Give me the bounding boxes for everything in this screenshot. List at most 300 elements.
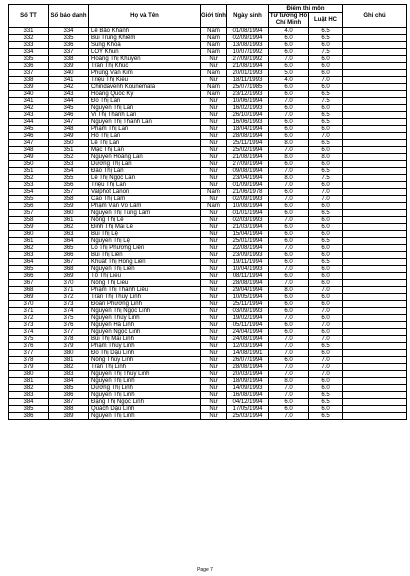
cell-subject2: 6.0 <box>309 63 343 70</box>
cell-subject1: 6.0 <box>269 84 309 91</box>
table-row <box>9 182 407 189</box>
cell-stt: 338 <box>9 77 49 84</box>
table-row <box>9 217 407 224</box>
table-row <box>9 98 407 105</box>
cell-subject1: 7.0 <box>269 280 309 287</box>
cell-sbd: 364 <box>49 238 89 245</box>
cell-stt: 334 <box>9 49 49 56</box>
cell-note <box>343 98 407 105</box>
cell-sbd: 365 <box>49 245 89 252</box>
cell-note <box>343 280 407 287</box>
cell-stt: 380 <box>9 371 49 378</box>
cell-dob: 25/03/1994 <box>227 413 269 420</box>
cell-name: Bùi Thị Liên <box>89 252 201 259</box>
cell-subject2: 7.0 <box>309 364 343 371</box>
cell-stt: 381 <box>9 378 49 385</box>
cell-name: Nông Thùy Linh <box>89 357 201 364</box>
cell-note <box>343 308 407 315</box>
cell-dob: 24/04/1994 <box>227 329 269 336</box>
cell-gender: Nữ <box>201 315 227 322</box>
cell-subject1: 6.0 <box>269 224 309 231</box>
cell-dob: 18/09/1994 <box>227 378 269 385</box>
cell-note <box>343 140 407 147</box>
cell-stt: 360 <box>9 231 49 238</box>
cell-subject1: 6.0 <box>269 91 309 98</box>
cell-dob: 10/06/1994 <box>227 98 269 105</box>
table-row <box>9 378 407 385</box>
cell-subject2: 6.0 <box>309 266 343 273</box>
cell-subject1: 6.0 <box>269 161 309 168</box>
cell-dob: 02/03/1993 <box>227 217 269 224</box>
cell-stt: 347 <box>9 140 49 147</box>
cell-note <box>343 203 407 210</box>
cell-subject1: 6.0 <box>269 308 309 315</box>
cell-subject2: 7.0 <box>309 287 343 294</box>
cell-stt: 353 <box>9 182 49 189</box>
cell-subject1: 6.0 <box>269 126 309 133</box>
cell-name: Nguyễn Thùy Linh <box>89 315 201 322</box>
cell-dob: 17/05/1994 <box>227 406 269 413</box>
cell-stt: 375 <box>9 336 49 343</box>
cell-name: Đặng Thị Ngọc Linh <box>89 399 201 406</box>
cell-note <box>343 28 407 35</box>
table-row <box>9 119 407 126</box>
table-row <box>9 56 407 63</box>
cell-sbd: 358 <box>49 196 89 203</box>
cell-dob: 23/09/1993 <box>227 252 269 259</box>
cell-subject1: 7.0 <box>269 147 309 154</box>
cell-gender: Nữ <box>201 378 227 385</box>
table-row <box>9 140 407 147</box>
cell-subject2: 7.0 <box>309 196 343 203</box>
cell-gender: Nữ <box>201 217 227 224</box>
table-row <box>9 175 407 182</box>
cell-stt: 346 <box>9 133 49 140</box>
cell-subject1: 6.0 <box>269 203 309 210</box>
cell-gender: Nữ <box>201 357 227 364</box>
cell-sbd: 349 <box>49 133 89 140</box>
cell-stt: 367 <box>9 280 49 287</box>
cell-gender: Nữ <box>201 77 227 84</box>
cell-dob: 28/08/1994 <box>227 364 269 371</box>
cell-subject2: 6.0 <box>309 70 343 77</box>
cell-subject2: 6.0 <box>309 273 343 280</box>
cell-dob: 16/08/1994 <box>227 392 269 399</box>
cell-sbd: 379 <box>49 343 89 350</box>
cell-gender: Nữ <box>201 210 227 217</box>
table-row <box>9 357 407 364</box>
header-subject2: Luật HC <box>309 13 343 28</box>
cell-subject1: 6.0 <box>269 322 309 329</box>
cell-gender: Nam <box>201 70 227 77</box>
table-row <box>9 231 407 238</box>
cell-sbd: 377 <box>49 329 89 336</box>
cell-name: Sung Khoa <box>89 42 201 49</box>
table-row <box>9 329 407 336</box>
table-row <box>9 245 407 252</box>
cell-dob: 25/07/1985 <box>227 84 269 91</box>
cell-stt: 351 <box>9 168 49 175</box>
cell-dob: 02/09/1993 <box>227 196 269 203</box>
cell-subject1: 7.0 <box>269 196 309 203</box>
cell-subject2: 6.0 <box>309 350 343 357</box>
cell-sbd: 345 <box>49 105 89 112</box>
cell-subject1: 7.0 <box>269 364 309 371</box>
cell-note <box>343 287 407 294</box>
cell-stt: 342 <box>9 105 49 112</box>
cell-dob: 25/01/1994 <box>227 238 269 245</box>
cell-subject1: 7.0 <box>269 217 309 224</box>
cell-stt: 341 <box>9 98 49 105</box>
cell-name: Đoàn Phương Linh <box>89 301 201 308</box>
cell-note <box>343 42 407 49</box>
cell-note <box>343 294 407 301</box>
cell-gender: Nam <box>201 42 227 49</box>
cell-sbd: 347 <box>49 119 89 126</box>
table-row <box>9 126 407 133</box>
cell-sbd: 373 <box>49 301 89 308</box>
cell-stt: 352 <box>9 175 49 182</box>
cell-note <box>343 385 407 392</box>
cell-subject1: 6.0 <box>269 252 309 259</box>
header-dob: Ngày sinh <box>227 5 269 28</box>
cell-sbd: 338 <box>49 56 89 63</box>
cell-note <box>343 182 407 189</box>
table-row <box>9 371 407 378</box>
cell-dob: 02/09/1994 <box>227 35 269 42</box>
cell-sbd: 341 <box>49 77 89 84</box>
table-row <box>9 210 407 217</box>
cell-name: Mạc Thị Lan <box>89 147 201 154</box>
cell-dob: 26/10/1994 <box>227 112 269 119</box>
cell-subject1: 6.0 <box>269 189 309 196</box>
cell-subject2: 6.0 <box>309 161 343 168</box>
cell-gender: Nữ <box>201 343 227 350</box>
cell-gender: Nam <box>201 84 227 91</box>
cell-note <box>343 406 407 413</box>
cell-sbd: 386 <box>49 392 89 399</box>
cell-name: Dương Thị Lan <box>89 161 201 168</box>
cell-gender: Nữ <box>201 133 227 140</box>
cell-name: Tô Thị Liễu <box>89 273 201 280</box>
cell-note <box>343 105 407 112</box>
cell-subject1: 7.0 <box>269 350 309 357</box>
table-row <box>9 336 407 343</box>
cell-sbd: 362 <box>49 224 89 231</box>
cell-stt: 384 <box>9 399 49 406</box>
cell-subject1: 4.0 <box>269 77 309 84</box>
cell-subject2: 7.0 <box>309 357 343 364</box>
cell-gender: Nữ <box>201 147 227 154</box>
cell-subject1: 6.0 <box>269 119 309 126</box>
table-row <box>9 42 407 49</box>
cell-gender: Nữ <box>201 98 227 105</box>
cell-subject1: 8.0 <box>269 140 309 147</box>
cell-stt: 332 <box>9 35 49 42</box>
cell-subject2: 6.0 <box>309 280 343 287</box>
cell-subject2: 6.5 <box>309 343 343 350</box>
cell-stt: 368 <box>9 287 49 294</box>
cell-sbd: 385 <box>49 385 89 392</box>
cell-note <box>343 371 407 378</box>
cell-subject1: 6.0 <box>269 399 309 406</box>
cell-stt: 370 <box>9 301 49 308</box>
table-row <box>9 364 407 371</box>
cell-dob: 21/03/1994 <box>227 224 269 231</box>
cell-sbd: 378 <box>49 336 89 343</box>
cell-dob: 08/11/1994 <box>227 273 269 280</box>
cell-sbd: 376 <box>49 322 89 329</box>
cell-sbd: 383 <box>49 371 89 378</box>
cell-sbd: 389 <box>49 413 89 420</box>
cell-sbd: 339 <box>49 63 89 70</box>
cell-sbd: 381 <box>49 357 89 364</box>
cell-gender: Nữ <box>201 168 227 175</box>
cell-note <box>343 364 407 371</box>
cell-subject2: 8.0 <box>309 154 343 161</box>
cell-note <box>343 217 407 224</box>
cell-name: Trần Thị Thùy Linh <box>89 294 201 301</box>
cell-stt: 331 <box>9 28 49 35</box>
cell-subject2: 7.0 <box>309 336 343 343</box>
cell-subject2: 7.5 <box>309 175 343 182</box>
cell-dob: 16/06/1993 <box>227 119 269 126</box>
cell-sbd: 361 <box>49 217 89 224</box>
cell-stt: 366 <box>9 273 49 280</box>
cell-subject1: 8.0 <box>269 154 309 161</box>
cell-subject2: 6.0 <box>309 224 343 231</box>
cell-gender: Nữ <box>201 245 227 252</box>
cell-note <box>343 273 407 280</box>
cell-gender: Nữ <box>201 259 227 266</box>
cell-dob: 25/11/1994 <box>227 140 269 147</box>
cell-dob: 26/07/1994 <box>227 357 269 364</box>
cell-stt: 349 <box>9 154 49 161</box>
cell-subject2: 6.0 <box>309 315 343 322</box>
cell-note <box>343 336 407 343</box>
table-row <box>9 259 407 266</box>
cell-subject2: 6.5 <box>309 259 343 266</box>
cell-dob: 28/08/1994 <box>227 133 269 140</box>
cell-subject1: 6.0 <box>269 294 309 301</box>
cell-name: Lỗ Thị Phương Liên <box>89 245 201 252</box>
cell-gender: Nam <box>201 91 227 98</box>
cell-name: Nông Thị Liễu <box>89 280 201 287</box>
cell-dob: 24/08/1994 <box>227 336 269 343</box>
cell-note <box>343 259 407 266</box>
cell-stt: 339 <box>9 84 49 91</box>
cell-subject1: 7.0 <box>269 371 309 378</box>
cell-gender: Nữ <box>201 112 227 119</box>
cell-subject2: 7.0 <box>309 133 343 140</box>
cell-stt: 371 <box>9 308 49 315</box>
cell-sbd: 363 <box>49 231 89 238</box>
cell-subject2: 6.5 <box>309 168 343 175</box>
cell-note <box>343 84 407 91</box>
cell-subject1: 7.0 <box>269 392 309 399</box>
cell-dob: 18/11/1993 <box>227 77 269 84</box>
cell-gender: Nam <box>201 203 227 210</box>
cell-note <box>343 343 407 350</box>
cell-sbd: 346 <box>49 112 89 119</box>
cell-dob: 15/04/1994 <box>227 231 269 238</box>
cell-dob: 01/01/1994 <box>227 210 269 217</box>
cell-note <box>343 210 407 217</box>
cell-subject1: 6.0 <box>269 133 309 140</box>
cell-subject2: 6.0 <box>309 84 343 91</box>
cell-sbd: 371 <box>49 287 89 294</box>
table-row <box>9 189 407 196</box>
table-row <box>9 238 407 245</box>
cell-name: Nguyễn Thị Linh <box>89 378 201 385</box>
cell-stt: 345 <box>9 126 49 133</box>
cell-name: Nguyễn Thị Liên <box>89 266 201 273</box>
cell-name: Trần Thị Khúc <box>89 63 201 70</box>
cell-subject2: 6.5 <box>309 399 343 406</box>
table-row <box>9 35 407 42</box>
cell-stt: 348 <box>9 147 49 154</box>
cell-gender: Nữ <box>201 308 227 315</box>
cell-subject1: 6.0 <box>269 301 309 308</box>
cell-name: Phạm Văn Võ Lâm <box>89 203 201 210</box>
cell-name: Phạm Thị Lan <box>89 126 201 133</box>
cell-gender: Nam <box>201 189 227 196</box>
cell-gender: Nữ <box>201 252 227 259</box>
table-row <box>9 392 407 399</box>
cell-gender: Nữ <box>201 154 227 161</box>
cell-gender: Nam <box>201 35 227 42</box>
cell-sbd: 366 <box>49 252 89 259</box>
cell-dob: 10/05/1994 <box>227 294 269 301</box>
cell-name: Hoàng Quốc Kỳ <box>89 91 201 98</box>
cell-dob: 25/02/1994 <box>227 147 269 154</box>
cell-note <box>343 329 407 336</box>
cell-subject1: 7.0 <box>269 413 309 420</box>
cell-note <box>343 126 407 133</box>
cell-subject1: 7.0 <box>269 336 309 343</box>
header-scores-group: Điểm thi môn <box>269 5 343 13</box>
cell-dob: 01/08/1994 <box>227 28 269 35</box>
cell-stt: 377 <box>9 350 49 357</box>
cell-sbd: 357 <box>49 189 89 196</box>
table-row <box>9 406 407 413</box>
cell-dob: 19/11/1994 <box>227 259 269 266</box>
cell-subject1: 8.0 <box>269 287 309 294</box>
cell-gender: Nữ <box>201 399 227 406</box>
cell-stt: 356 <box>9 203 49 210</box>
table-row <box>9 105 407 112</box>
cell-name: Trần Thị Linh <box>89 364 201 371</box>
cell-sbd: 334 <box>49 28 89 35</box>
cell-note <box>343 399 407 406</box>
cell-subject1: 6.0 <box>269 63 309 70</box>
cell-stt: 362 <box>9 245 49 252</box>
cell-note <box>343 315 407 322</box>
cell-gender: Nữ <box>201 329 227 336</box>
cell-gender: Nữ <box>201 182 227 189</box>
cell-dob: 20/01/1993 <box>227 70 269 77</box>
table-body <box>9 28 407 420</box>
cell-name: Quách Dậu Linh <box>89 406 201 413</box>
cell-subject1: 6.0 <box>269 238 309 245</box>
cell-subject1: 7.0 <box>269 266 309 273</box>
cell-note <box>343 350 407 357</box>
cell-stt: 354 <box>9 189 49 196</box>
cell-sbd: 348 <box>49 126 89 133</box>
cell-subject1: 8.0 <box>269 175 309 182</box>
cell-note <box>343 154 407 161</box>
cell-gender: Nữ <box>201 294 227 301</box>
header-stt: Số TT <box>9 5 49 28</box>
cell-stt: 369 <box>9 294 49 301</box>
cell-subject2: 6.5 <box>309 35 343 42</box>
cell-note <box>343 175 407 182</box>
cell-stt: 385 <box>9 406 49 413</box>
page-footer: Page 7 <box>197 567 213 573</box>
table-row <box>9 154 407 161</box>
cell-stt: 359 <box>9 224 49 231</box>
cell-note <box>343 70 407 77</box>
cell-gender: Nam <box>201 49 227 56</box>
cell-gender: Nữ <box>201 238 227 245</box>
cell-stt: 344 <box>9 119 49 126</box>
cell-sbd: 375 <box>49 315 89 322</box>
cell-subject2: 6.5 <box>309 91 343 98</box>
cell-stt: 364 <box>9 259 49 266</box>
cell-gender: Nữ <box>201 371 227 378</box>
cell-gender: Nữ <box>201 392 227 399</box>
table-row <box>9 413 407 420</box>
cell-subject1: 6.0 <box>269 357 309 364</box>
cell-sbd: 380 <box>49 350 89 357</box>
cell-name: Phạm Thùy Linh <box>89 343 201 350</box>
cell-sbd: 344 <box>49 98 89 105</box>
cell-subject2: 6.0 <box>309 147 343 154</box>
cell-sbd: 382 <box>49 364 89 371</box>
cell-dob: 14/08/1991 <box>227 350 269 357</box>
cell-subject2: 6.0 <box>309 126 343 133</box>
cell-gender: Nữ <box>201 140 227 147</box>
cell-sbd: 350 <box>49 140 89 147</box>
cell-gender: Nữ <box>201 385 227 392</box>
cell-stt: 357 <box>9 210 49 217</box>
cell-gender: Nữ <box>201 273 227 280</box>
cell-dob: 10/08/1994 <box>227 203 269 210</box>
cell-name: Triệu Thị Kiều <box>89 77 201 84</box>
header-name: Họ và Tên <box>89 5 201 28</box>
cell-name: Lê Thị Lan <box>89 140 201 147</box>
table-row <box>9 273 407 280</box>
cell-dob: 19/02/1994 <box>227 315 269 322</box>
table-row <box>9 161 407 168</box>
cell-dob: 18/04/1994 <box>227 126 269 133</box>
cell-dob: 10/07/1992 <box>227 49 269 56</box>
cell-subject1: 7.0 <box>269 182 309 189</box>
cell-subject1: 7.0 <box>269 98 309 105</box>
cell-name: Chindavenh Kounemala <box>89 84 201 91</box>
cell-subject1: 6.0 <box>269 259 309 266</box>
cell-stt: 382 <box>9 385 49 392</box>
cell-gender: Nữ <box>201 336 227 343</box>
header-gender: Giới tính <box>201 5 227 28</box>
table-row <box>9 343 407 350</box>
cell-note <box>343 238 407 245</box>
cell-name: Nông Thị Lê <box>89 217 201 224</box>
cell-subject2: 7.5 <box>309 98 343 105</box>
cell-name: Hồ Thị Lan <box>89 133 201 140</box>
table-row <box>9 350 407 357</box>
cell-note <box>343 49 407 56</box>
